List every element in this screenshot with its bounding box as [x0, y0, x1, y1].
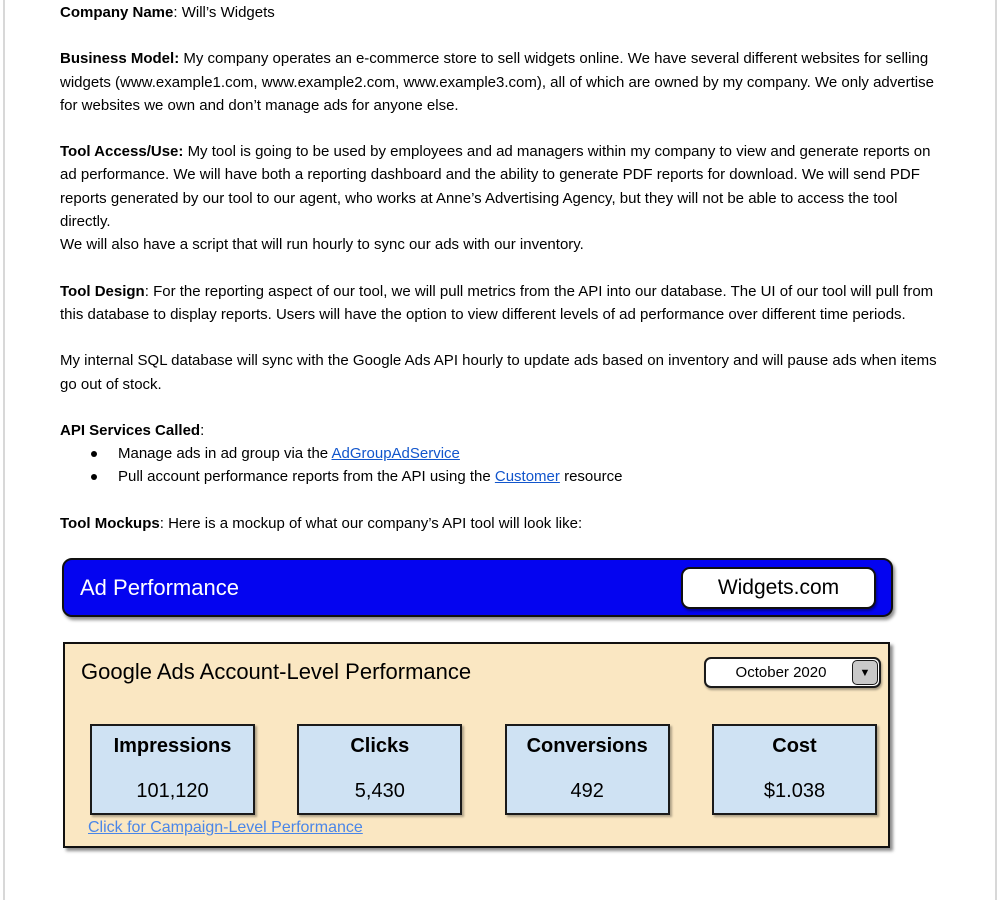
metric-value: 492 — [570, 780, 604, 803]
metric-value: 5,430 — [354, 780, 405, 803]
metric-label: Conversions — [526, 735, 648, 758]
tool-access-script-note: We will also have a script that will run hourly to sync our ads with our inventory. — [60, 236, 584, 254]
tool-mockups-text: Here is a mockup of what our company’s API tool will look like: — [168, 514, 583, 532]
api-services-label: API Services Called — [60, 421, 201, 439]
tool-design-paragraph: Tool Design: For the reporting aspect of our tool, we will pull metrics from the API into our database. The UI of our tool will pull from this database to display reports. Users will have the option to view different levels of ad performance over different time periods. — [60, 282, 934, 323]
bullet-icon — [91, 474, 97, 480]
tool-mockups-paragraph: Tool Mockups: Here is a mockup of what our company’s API tool will look like: — [60, 514, 583, 532]
list-item: Pull account performance reports from the API using the Customer resource — [60, 465, 940, 488]
period-dropdown-value: October 2020 — [735, 664, 827, 682]
tool-access-text: My tool is going to be used by employees and ad managers within my company to view and generate reports on ad performance. We will have both a reporting dashboard and the ability to generate PDF reports for download. We will send PDF reports generated by our tool to our agent, who works at Anne’s Advertising Agency, but they will not be able to access the tool directly. — [60, 143, 931, 231]
campaign-level-link[interactable]: Click for Campaign-Level Performance — [88, 819, 363, 837]
widgets-site-button[interactable] — [681, 567, 876, 609]
bullet-icon — [91, 451, 97, 457]
tool-access-paragraph — [60, 140, 940, 256]
metric-label: Cost — [772, 735, 817, 758]
metric-label: Clicks — [350, 735, 410, 758]
conversions-card — [505, 724, 670, 815]
cost-card — [712, 724, 877, 815]
business-model-text: My company operates an e-commerce store to sell widgets online. We have several different websites for selling widgets (www.example1.com, www.example2.com, www.example3.com), all of which are owned by my company. We only advertise for websites we own and don’t manage ads for anyone else. — [60, 50, 934, 114]
tool-access-label: Tool Access/Use: — [60, 143, 184, 161]
api-services-list — [60, 442, 940, 489]
period-dropdown[interactable] — [704, 657, 881, 688]
chevron-down-icon[interactable]: ▼ — [852, 660, 878, 685]
company-name-value: Will’s Widgets — [181, 4, 275, 21]
panel-title: Google Ads Account-Level Performance — [81, 659, 472, 685]
sql-sync-paragraph: My internal SQL database will sync with the Google Ads API hourly to update ads based on inventory and will pause ads when items go out of stock. — [60, 352, 937, 393]
clicks-card — [297, 724, 462, 815]
customer-link[interactable]: Customer — [494, 468, 560, 486]
metric-value: 101,120 — [136, 780, 209, 803]
tool-mockups-label: Tool Mockups — [60, 514, 160, 532]
mockup-header-banner — [62, 558, 893, 617]
adgroupadservice-link[interactable]: AdGroupAdService — [331, 445, 460, 463]
business-model-paragraph — [60, 47, 940, 117]
tool-design-label: Tool Design — [60, 282, 145, 300]
company-name-line: Company Name: Will’s Widgets — [60, 4, 275, 21]
company-name-label: Company Name — [60, 4, 174, 21]
business-model-label: Business Model: — [60, 50, 180, 68]
api-services-heading: API Services Called: — [60, 421, 205, 439]
impressions-card — [90, 724, 255, 815]
mockup-app-title: Ad Performance — [80, 574, 239, 600]
metric-label: Impressions — [113, 735, 232, 758]
account-performance-panel — [63, 642, 890, 848]
widgets-site-button-label: Widgets.com — [717, 575, 840, 599]
metric-value: $1.038 — [763, 780, 826, 803]
metric-cards-row — [90, 724, 877, 815]
tool-design-text: For the reporting aspect of our tool, we will pull metrics from the API into our database. The UI of our tool will pull from this database to display reports. Users will have the option to view different levels of ad performance over different time periods. — [60, 282, 934, 323]
list-item: Manage ads in ad group via the AdGroupAdService — [60, 442, 940, 465]
